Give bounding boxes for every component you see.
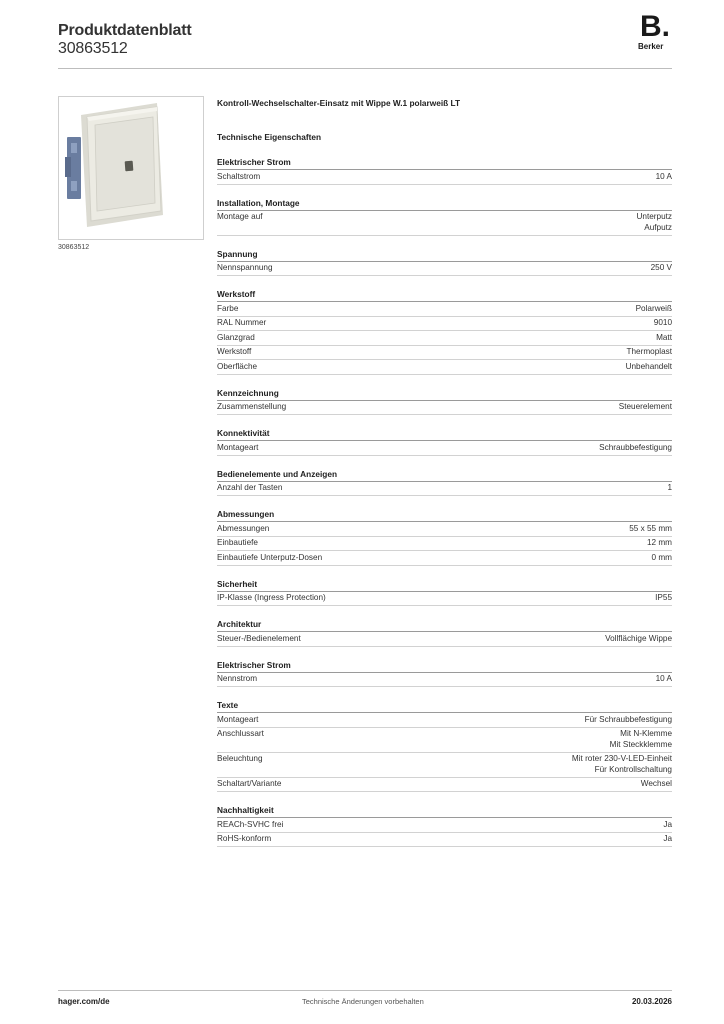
section-title: Elektrischer Strom: [217, 659, 672, 673]
page-footer: [58, 990, 672, 1015]
spec-label: Montageart: [217, 714, 259, 724]
spec-value: 250 V: [650, 263, 672, 272]
section-title: Bedienelemente und Anzeigen: [217, 468, 672, 482]
spec-section: [217, 387, 672, 416]
spec-value: Thermoplast: [626, 347, 672, 356]
logo-letter: B.: [640, 10, 670, 43]
section-title: Konnektivität: [217, 427, 672, 441]
spec-section: [217, 659, 672, 688]
spec-row: [217, 262, 672, 277]
spec-value: 10 A: [655, 171, 672, 181]
spec-value: 0 mm: [651, 552, 672, 562]
spec-label: Schaltstrom: [217, 171, 261, 181]
product-image: [58, 96, 204, 240]
spec-row: [217, 778, 672, 793]
footer-website[interactable]: hager.com/de: [58, 997, 110, 1006]
spec-value: 12 mm: [646, 538, 672, 547]
spec-label: Farbe: [217, 303, 239, 313]
spec-label: Schaltart/Variante: [217, 779, 282, 788]
spec-row: [217, 673, 672, 688]
spec-row: [217, 401, 672, 416]
footer-notice: Technische Änderungen vorbehalten: [302, 997, 424, 1006]
spec-value: 55 x 55 mm: [629, 523, 672, 533]
spec-section: [217, 427, 672, 456]
spec-row: [217, 833, 672, 848]
spec-value: Für Schraubbefestigung: [584, 714, 672, 724]
spec-section: [217, 288, 672, 375]
spec-label: RoHS-konform: [217, 834, 272, 843]
spec-label: Oberfläche: [217, 361, 258, 371]
spec-row: [217, 713, 672, 728]
spec-label: Zusammenstellung: [217, 402, 287, 411]
spec-row: [217, 592, 672, 607]
spec-label: Einbautiefe Unterputz-Dosen: [217, 552, 323, 562]
spec-row: [217, 211, 672, 236]
spec-row: [217, 728, 672, 753]
section-title: Texte: [217, 699, 672, 713]
section-title: Kennzeichnung: [217, 387, 672, 401]
spec-row: [217, 360, 672, 375]
section-title: Architektur: [217, 618, 672, 632]
spec-row: [217, 331, 672, 346]
spec-label: REACh-SVHC frei: [217, 819, 284, 829]
section-title: Installation, Montage: [217, 197, 672, 211]
spec-value: IP55: [655, 593, 672, 602]
footer-date: 20.03.2026: [631, 997, 672, 1006]
spec-label: Anzahl der Tasten: [217, 483, 283, 492]
spec-row: [217, 753, 672, 778]
spec-row: [217, 818, 672, 833]
section-title: Werkstoff: [217, 288, 672, 302]
section-title: Sicherheit: [217, 578, 672, 592]
spec-value: Unbehandelt: [625, 361, 672, 371]
spec-label: Nennstrom: [217, 674, 258, 683]
spec-value: Matt: [656, 332, 672, 342]
spec-section: [217, 197, 672, 236]
spec-row: [217, 170, 672, 185]
spec-value: 1: [667, 483, 672, 492]
spec-row: [217, 537, 672, 552]
section-title: Nachhaltigkeit: [217, 804, 672, 818]
spec-section: [217, 248, 672, 277]
spec-value: Vollflächige Wippe: [605, 633, 672, 643]
section-title: Spannung: [217, 248, 672, 262]
spec-section: [217, 699, 672, 792]
spec-row: [217, 522, 672, 537]
tech-heading: Technische Eigenschaften: [217, 132, 322, 142]
berker-logo: [638, 10, 672, 54]
spec-value: Unterputz Aufputz: [636, 212, 672, 232]
document-title: Produktdatenblatt: [58, 22, 192, 39]
spec-section: [217, 578, 672, 607]
document-number: 30863512: [58, 40, 128, 57]
spec-label: Glanzgrad: [217, 332, 255, 342]
spec-section: [217, 618, 672, 647]
spec-section: [217, 156, 672, 185]
spec-value: Schraubbefestigung: [599, 442, 672, 452]
spec-value: Ja: [663, 834, 672, 843]
spec-label: Werkstoff: [217, 347, 252, 356]
spec-label: Montage auf: [217, 212, 263, 221]
spec-section: [217, 804, 672, 847]
spec-row: [217, 632, 672, 647]
spec-value: Ja: [663, 819, 672, 829]
spec-row: [217, 482, 672, 497]
spec-value: Polarweiß: [635, 303, 672, 313]
spec-content: [217, 96, 672, 847]
spec-value: Steuerelement: [618, 402, 672, 411]
spec-label: Beleuchtung: [217, 754, 263, 763]
image-caption: 30863512: [58, 244, 90, 251]
switch-product-photo-icon: [59, 97, 203, 239]
spec-label: Abmessungen: [217, 523, 270, 533]
logo-name: Berker: [638, 42, 664, 51]
spec-label: Anschlussart: [217, 729, 264, 738]
spec-value: 10 A: [655, 674, 672, 683]
spec-section: [217, 468, 672, 497]
spec-label: Steuer-/Bedienelement: [217, 633, 301, 643]
spec-label: Einbautiefe: [217, 538, 258, 547]
spec-label: IP-Klasse (Ingress Protection): [217, 593, 326, 602]
spec-row: [217, 441, 672, 456]
page-header: [58, 10, 672, 69]
section-title: Elektrischer Strom: [217, 156, 672, 170]
product-name: Kontroll-Wechselschalter-Einsatz mit Wippe W.1 polarweiß LT: [217, 98, 461, 108]
spec-section: [217, 508, 672, 566]
spec-row: [217, 302, 672, 317]
spec-sections: [217, 156, 672, 847]
spec-label: Nennspannung: [217, 263, 273, 272]
spec-value: Mit roter 230-V-LED-Einheit Für Kontrollschaltung: [571, 754, 672, 774]
spec-row: [217, 551, 672, 566]
spec-value: Mit N-Klemme Mit Steckklemme: [609, 729, 672, 749]
spec-value: Wechsel: [640, 779, 672, 788]
spec-row: [217, 346, 672, 361]
spec-value: 9010: [653, 318, 672, 327]
section-title: Abmessungen: [217, 508, 672, 522]
spec-label: RAL Nummer: [217, 318, 267, 327]
spec-row: [217, 317, 672, 332]
spec-label: Montageart: [217, 442, 259, 452]
